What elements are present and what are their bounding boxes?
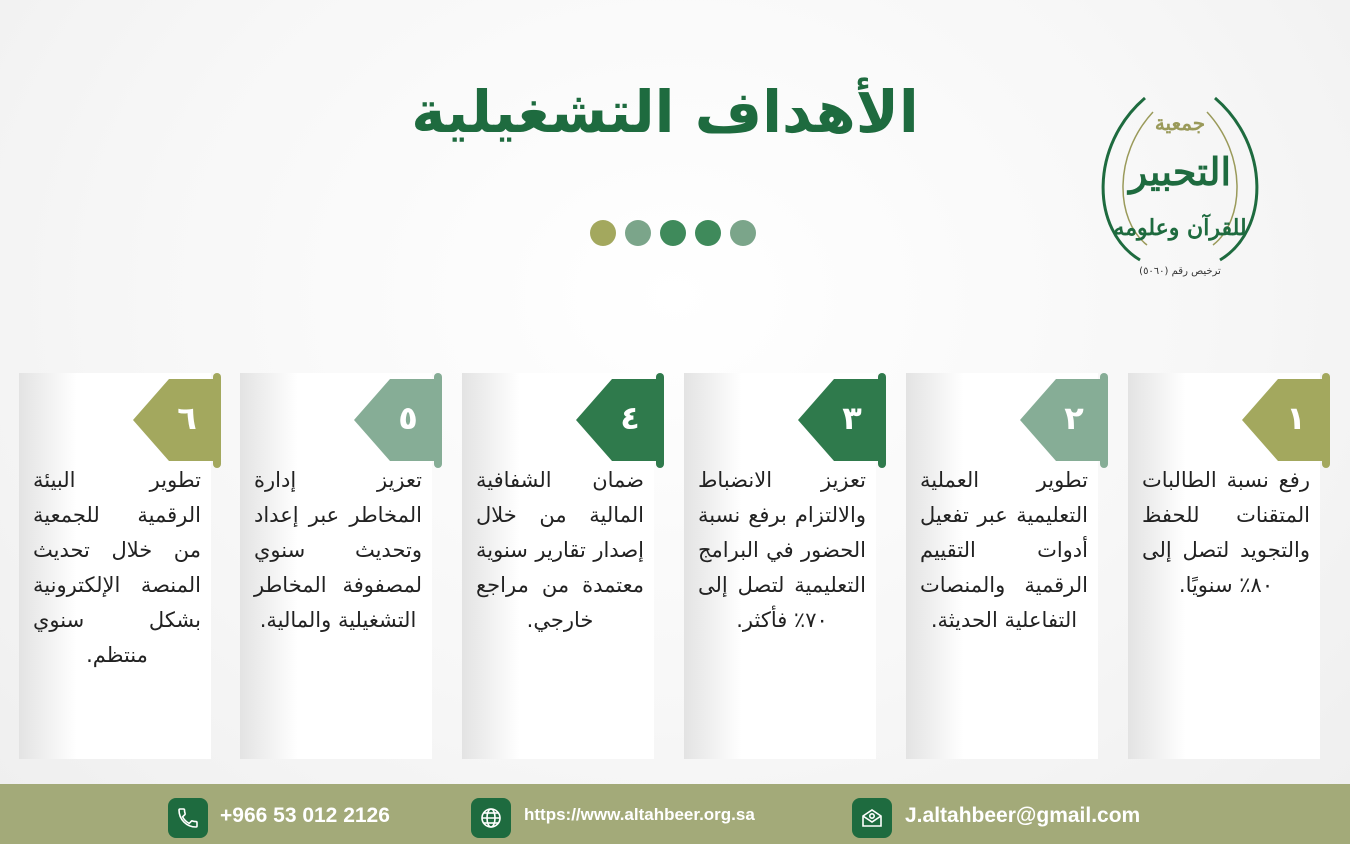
- logo-top-word: جمعية: [1154, 111, 1206, 135]
- goal-text-6: تطوير البيئة الرقمية للجمعية من خلال تحديث المنصة الإلكترونية بشكل سنوي منتظم.: [33, 468, 201, 667]
- dot-5: [730, 220, 756, 246]
- goal-number-1: ١: [1286, 399, 1306, 437]
- goal-text-5: تعزيز إدارة المخاطر عبر إعداد وتحديث سنوي لمصفوفة المخاطر التشغيلية والمالية.: [254, 468, 422, 632]
- goal-tab-1: [1242, 373, 1330, 468]
- phone-icon: [168, 798, 208, 838]
- mail-icon: [852, 798, 892, 838]
- email-address[interactable]: J.altahbeer@gmail.com: [905, 804, 1141, 827]
- page-title: الأهداف التشغيلية: [411, 78, 919, 146]
- goal-card-6: [19, 373, 211, 759]
- association-logo: [1085, 90, 1275, 285]
- goal-text-1: رفع نسبة الطالبات المتقنات للحفظ والتجويد لتصل إلى ٨٠٪ سنويًا.: [1142, 468, 1310, 597]
- footer-bar: [0, 784, 1350, 844]
- logo-sub-word: للقرآن وعلومه: [1113, 215, 1247, 241]
- goal-tab-5: [354, 373, 442, 468]
- goal-number-6: ٦: [177, 399, 197, 437]
- dot-3: [660, 220, 686, 246]
- goal-number-3: ٣: [842, 399, 862, 437]
- decorative-dots: [590, 220, 756, 246]
- logo-main-word: التحبير: [1128, 149, 1232, 194]
- dot-2: [625, 220, 651, 246]
- phone-number[interactable]: +966 53 012 2126: [220, 804, 390, 827]
- goal-text-4: ضمان الشفافية المالية من خلال إصدار تقارير سنوية معتمدة من مراجع خارجي.: [476, 468, 644, 632]
- logo-license: ترخيص رقم (٥٠٦٠): [1139, 266, 1221, 277]
- goal-text-3: تعزيز الانضباط والالتزام برفع نسبة الحضور في البرامج التعليمية لتصل إلى ٧٠٪ فأكثر.: [698, 468, 866, 632]
- website-link[interactable]: https://www.altahbeer.org.sa: [524, 805, 755, 824]
- goal-card-1: [1128, 373, 1320, 759]
- goal-tab-3: [798, 373, 886, 468]
- goal-card-5: [240, 373, 432, 759]
- dot-4: [695, 220, 721, 246]
- goal-tab-4: [576, 373, 664, 468]
- goal-number-2: ٢: [1064, 399, 1084, 437]
- goal-text-2: تطوير العملية التعليمية عبر تفعيل أدوات التقييم الرقمية والمنصات التفاعلية الحديثة.: [920, 468, 1088, 632]
- goal-tab-6: [133, 373, 221, 468]
- goal-card-2: [906, 373, 1098, 759]
- goal-number-5: ٥: [398, 399, 418, 437]
- goal-number-4: ٤: [620, 399, 640, 437]
- goal-card-3: [684, 373, 876, 759]
- dot-1: [590, 220, 616, 246]
- globe-icon: [471, 798, 511, 838]
- goal-tab-2: [1020, 373, 1108, 468]
- goal-card-4: [462, 373, 654, 759]
